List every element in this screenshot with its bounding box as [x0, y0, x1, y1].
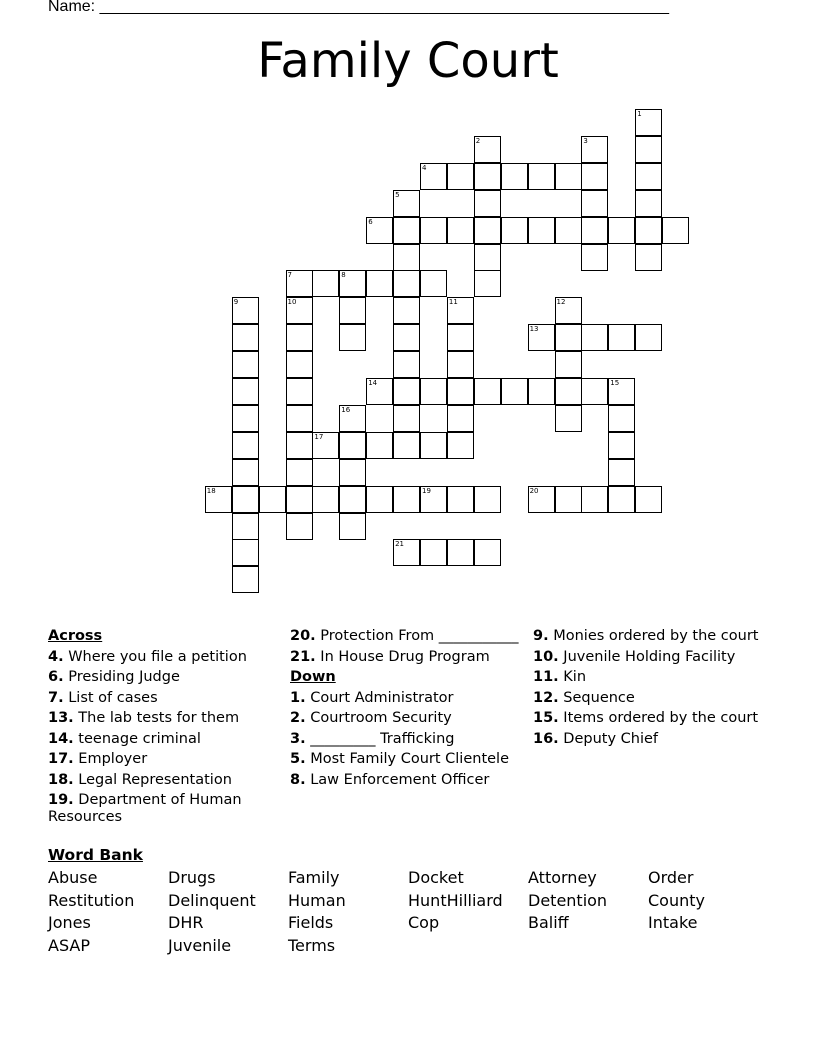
clue-down-12: 12. Sequence [533, 689, 635, 706]
grid-cell[interactable] [420, 432, 447, 459]
word-bank-item: ASAP [48, 935, 90, 955]
grid-cell[interactable] [366, 270, 393, 297]
grid-cell[interactable] [528, 486, 555, 513]
grid-cell[interactable] [501, 378, 528, 405]
clue-across-6: 6. Presiding Judge [48, 669, 180, 685]
grid-cell[interactable] [447, 539, 474, 566]
clue-number: 21 [395, 540, 405, 549]
grid-cell[interactable] [339, 486, 366, 513]
word-bank-item: Juvenile [168, 935, 232, 955]
grid-cell[interactable] [232, 459, 259, 486]
clue-number: 15 [610, 379, 620, 387]
grid-cell[interactable] [232, 513, 259, 540]
clue-down-8: 8. Law Enforcement Officer [290, 771, 490, 788]
clue-number: 16 [341, 405, 351, 414]
clue-number: 7 [287, 271, 292, 280]
grid-cell[interactable] [608, 459, 635, 486]
clue-number: 11 [448, 298, 458, 307]
clue-number: 4 [422, 163, 427, 172]
word-bank-item: Attorney [528, 868, 597, 887]
grid-cell[interactable] [420, 539, 447, 566]
clue-number: 19 [422, 486, 431, 495]
grid-cell[interactable] [420, 486, 447, 513]
clue-across-18: 18. Legal Representation [48, 771, 232, 788]
grid-cell[interactable] [474, 486, 501, 513]
grid-cell[interactable] [474, 378, 501, 405]
grid-cell[interactable] [232, 297, 259, 324]
clue-number: 6 [368, 217, 373, 226]
grid-cell[interactable] [581, 324, 608, 351]
grid-cell[interactable] [339, 432, 366, 459]
grid-cell[interactable] [366, 378, 393, 405]
grid-cell[interactable] [608, 324, 635, 351]
grid-cell[interactable] [232, 539, 259, 566]
grid-cell[interactable] [528, 378, 555, 405]
clue-down-16: 16. Deputy Chief [533, 730, 659, 747]
word-bank-item: Docket [408, 868, 464, 887]
grid-cell[interactable] [581, 163, 608, 190]
clue-number: 3 [583, 136, 588, 145]
clue-down-10: 10. Juvenile Holding Facility [533, 648, 736, 665]
word-bank-item: Jones [48, 913, 91, 932]
grid-cell[interactable] [286, 405, 313, 432]
grid-cell[interactable] [662, 217, 689, 244]
grid-cell[interactable] [635, 486, 662, 513]
grid-cell[interactable] [232, 566, 259, 593]
grid-cell[interactable] [474, 217, 501, 244]
grid-cell[interactable] [393, 217, 420, 244]
clue-number: 9 [233, 298, 239, 307]
grid-cell[interactable] [635, 324, 662, 351]
clue-number: 14 [368, 379, 378, 387]
grid-cell[interactable] [635, 217, 662, 244]
grid-cell[interactable] [581, 378, 608, 405]
grid-cell[interactable] [608, 432, 635, 459]
word-bank-item: Restitution [48, 890, 135, 910]
clue-number: 17 [314, 432, 324, 441]
grid-cell[interactable] [393, 351, 420, 378]
clue-number: 1 [637, 110, 642, 118]
clue-down-1: 1. Court Administrator [290, 689, 454, 706]
grid-cell[interactable] [447, 351, 474, 378]
clue-number: 12 [556, 298, 566, 307]
clue-across-20: 20. Protection From ___________ [290, 628, 519, 644]
grid-cell[interactable] [447, 217, 474, 244]
clue-number: 5 [395, 190, 400, 199]
grid-cell[interactable] [608, 378, 635, 405]
grid-cell[interactable] [232, 378, 259, 405]
clue-number: 10 [287, 298, 297, 307]
word-bank-item: DHR [168, 913, 204, 932]
word-bank-item: County [648, 890, 705, 910]
grid-cell[interactable] [555, 486, 582, 513]
grid-cell[interactable] [286, 432, 313, 459]
grid-cell[interactable] [286, 351, 313, 378]
grid-cell[interactable] [528, 324, 555, 351]
grid-cell[interactable] [608, 486, 635, 513]
clue-across-13: 13. The lab tests for them [48, 710, 240, 726]
clues-column-2 [290, 628, 526, 792]
word-bank-item: Baliff [528, 913, 569, 932]
grid-cell[interactable] [528, 163, 555, 190]
grid-cell[interactable] [635, 190, 662, 217]
grid-cell[interactable] [474, 190, 501, 217]
grid-cell[interactable] [393, 378, 420, 405]
grid-cell[interactable] [555, 378, 582, 405]
word-bank-item: Intake [648, 913, 698, 932]
grid-cell[interactable] [339, 270, 366, 297]
grid-cell[interactable] [339, 324, 366, 351]
clue-number: 13 [529, 325, 539, 334]
grid-cell[interactable] [286, 486, 313, 513]
grid-cell[interactable] [286, 459, 313, 486]
grid-cell[interactable] [366, 432, 393, 459]
word-bank-item: Drugs [168, 868, 216, 887]
clues-column-1 [48, 628, 280, 830]
grid-cell[interactable] [393, 190, 420, 217]
grid-cell[interactable] [393, 432, 420, 459]
grid-cell[interactable] [474, 539, 501, 566]
word-bank-item: Cop [408, 913, 440, 932]
word-bank-item: Fields [288, 913, 334, 932]
grid-cell[interactable] [555, 297, 582, 324]
grid-cell[interactable] [286, 270, 313, 297]
grid-cell[interactable] [581, 217, 608, 244]
clue-number: 2 [475, 136, 481, 145]
grid-cell[interactable] [555, 351, 582, 378]
grid-cell[interactable] [232, 351, 259, 378]
grid-cell[interactable] [474, 136, 501, 163]
clue-down-5: 5. Most Family Court Clientele [290, 751, 510, 767]
grid-cell[interactable] [581, 190, 608, 217]
grid-cell[interactable] [608, 217, 635, 244]
word-bank-item: Detention [528, 890, 608, 910]
grid-cell[interactable] [447, 163, 474, 190]
grid-cell[interactable] [555, 405, 582, 432]
grid-cell[interactable] [581, 486, 608, 513]
grid-cell[interactable] [286, 324, 313, 351]
word-bank-item: Delinquent [168, 890, 256, 910]
grid-cell[interactable] [581, 244, 608, 271]
grid-cell[interactable] [312, 486, 339, 513]
grid-cell[interactable] [447, 405, 474, 432]
grid-cell[interactable] [635, 109, 662, 136]
grid-cell[interactable] [393, 405, 420, 432]
grid-cell[interactable] [232, 405, 259, 432]
grid-cell[interactable] [312, 270, 339, 297]
clue-across-17: 17. Employer [48, 751, 148, 767]
grid-cell[interactable] [393, 324, 420, 351]
grid-cell[interactable] [420, 217, 447, 244]
grid-cell[interactable] [555, 324, 582, 351]
clue-down-9: 9. Monies ordered by the court [533, 628, 759, 644]
grid-cell[interactable] [393, 244, 420, 271]
grid-cell[interactable] [474, 163, 501, 190]
clues-column-3 [533, 628, 769, 751]
grid-cell[interactable] [339, 513, 366, 540]
grid-cell[interactable] [581, 136, 608, 163]
grid-cell[interactable] [205, 486, 232, 513]
clue-down-11: 11. Kin [533, 669, 587, 685]
grid-cell[interactable] [232, 432, 259, 459]
grid-cell[interactable] [366, 486, 393, 513]
grid-cell[interactable] [393, 297, 420, 324]
grid-cell[interactable] [528, 217, 555, 244]
grid-cell[interactable] [420, 163, 447, 190]
grid-cell[interactable] [474, 244, 501, 271]
grid-cell[interactable] [608, 405, 635, 432]
grid-cell[interactable] [447, 324, 474, 351]
clue-across-19: 19. Department of Human Resources [48, 792, 242, 825]
across-heading: Across [48, 628, 103, 644]
word-bank-item: Order [648, 868, 694, 887]
grid-cell[interactable] [366, 217, 393, 244]
word-bank-item: Terms [288, 935, 336, 955]
grid-cell[interactable] [339, 297, 366, 324]
grid-cell[interactable] [447, 297, 474, 324]
grid-cell[interactable] [339, 459, 366, 486]
grid-cell[interactable] [393, 270, 420, 297]
clue-across-21: 21. In House Drug Program [290, 648, 490, 665]
puzzle-title: Family Court [257, 33, 559, 89]
grid-cell[interactable] [447, 378, 474, 405]
clue-number: 18 [206, 486, 216, 495]
grid-cell[interactable] [312, 432, 339, 459]
grid-cell[interactable] [420, 270, 447, 297]
grid-cell[interactable] [635, 244, 662, 271]
word-bank-item: Family [288, 868, 340, 887]
grid-cell[interactable] [232, 324, 259, 351]
grid-cell[interactable] [286, 378, 313, 405]
word-bank-item: HuntHilliard [408, 890, 503, 910]
word-bank-item: Human [288, 890, 346, 910]
clue-across-14: 14. teenage criminal [48, 730, 201, 747]
clue-down-15: 15. Items ordered by the court [533, 710, 759, 726]
grid-cell[interactable] [393, 539, 420, 566]
grid-cell[interactable] [501, 163, 528, 190]
grid-cell[interactable] [339, 405, 366, 432]
word-bank-title: Word Bank [48, 846, 143, 864]
clue-down-3: 3. _________ Trafficking [290, 730, 455, 747]
word-bank-item: Abuse [48, 868, 98, 887]
grid-cell[interactable] [555, 217, 582, 244]
grid-cell[interactable] [286, 297, 313, 324]
clue-across-7: 7. List of cases [48, 689, 158, 706]
grid-cell[interactable] [635, 163, 662, 190]
grid-cell[interactable] [555, 163, 582, 190]
grid-cell[interactable] [635, 136, 662, 163]
grid-cell[interactable] [286, 513, 313, 540]
grid-cell[interactable] [420, 378, 447, 405]
clue-down-2: 2. Courtroom Security [290, 710, 452, 726]
grid-cell[interactable] [474, 270, 501, 297]
grid-cell[interactable] [501, 217, 528, 244]
grid-cell[interactable] [447, 432, 474, 459]
down-heading: Down [290, 669, 336, 685]
grid-cell[interactable] [447, 486, 474, 513]
grid-cell[interactable] [232, 486, 259, 513]
grid-cell[interactable] [393, 486, 420, 513]
name-field-label: Name: ________________________________________________________________ [48, 0, 670, 15]
clue-number: 8 [341, 271, 346, 280]
grid-cell[interactable] [259, 486, 286, 513]
clue-across-4: 4. Where you file a petition [48, 648, 247, 665]
clue-number: 20 [529, 486, 539, 495]
